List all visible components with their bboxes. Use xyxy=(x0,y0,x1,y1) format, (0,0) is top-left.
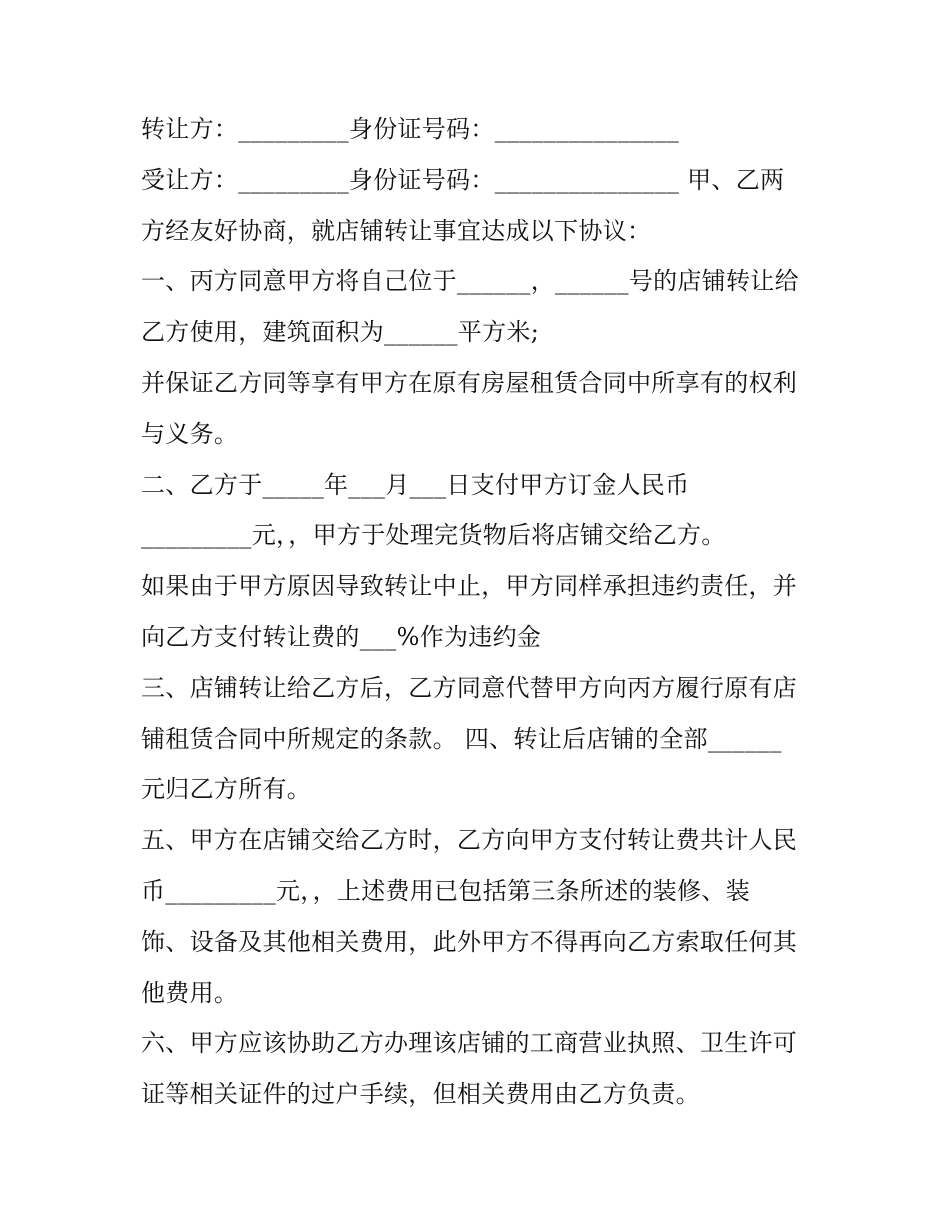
text-line: 并保证乙方同等享有甲方在原有房屋租赁合同中所享有的权利 xyxy=(141,368,798,397)
text-line-transferee: 受让方：_________身份证号码：_______________ 甲、乙两 xyxy=(141,165,785,194)
clause-5-line: 五、甲方在店铺交给乙方时，乙方向甲方支付转让费共计人民 xyxy=(141,826,798,855)
clause-3-line: 三、店铺转让给乙方后，乙方同意代替甲方向丙方履行原有店 xyxy=(141,673,798,702)
clause-3-4-line: 铺租赁合同中所规定的条款。 四、转让后店铺的全部______ xyxy=(141,724,782,753)
text-line: 方经友好协商，就店铺转让事宜达成以下协议： xyxy=(141,216,652,245)
clause-5-line: 饰、设备及其他相关费用，此外甲方不得再向乙方索取任何其 xyxy=(141,927,798,956)
clause-2-line: 二、乙方于_____年___月___日支付甲方订金人民币 xyxy=(141,470,690,499)
clause-5-line: 币_________元，，上述费用已包括第三条所述的装修、装 xyxy=(141,876,750,905)
document-body xyxy=(141,108,841,1124)
clause-2-line: _________元，，甲方于处理完货物后将店铺交给乙方。 xyxy=(141,521,726,550)
text-line: 如果由于甲方原因导致转让中止，甲方同样承担违约责任，并 xyxy=(141,572,798,601)
text-line: 向乙方支付转让费的___%作为违约金 xyxy=(141,622,542,651)
text-line: 与义务。 xyxy=(141,419,239,448)
clause-6-line: 证等相关证件的过户手续，但相关费用由乙方负责。 xyxy=(141,1080,700,1109)
clause-1-line: 一、丙方同意甲方将自己位于______，______号的店铺转让给 xyxy=(141,267,799,296)
clause-6-line: 六、甲方应该协助乙方办理该店铺的工商营业执照、卫生许可 xyxy=(141,1029,798,1058)
clause-1-line: 乙方使用，建筑面积为______平方米; xyxy=(141,318,540,347)
text-line-transferor: 转让方：_________身份证号码：_______________ xyxy=(141,115,680,143)
clause-4-line: 元归乙方所有。 xyxy=(141,775,312,804)
clause-5-line: 他费用。 xyxy=(141,978,239,1007)
